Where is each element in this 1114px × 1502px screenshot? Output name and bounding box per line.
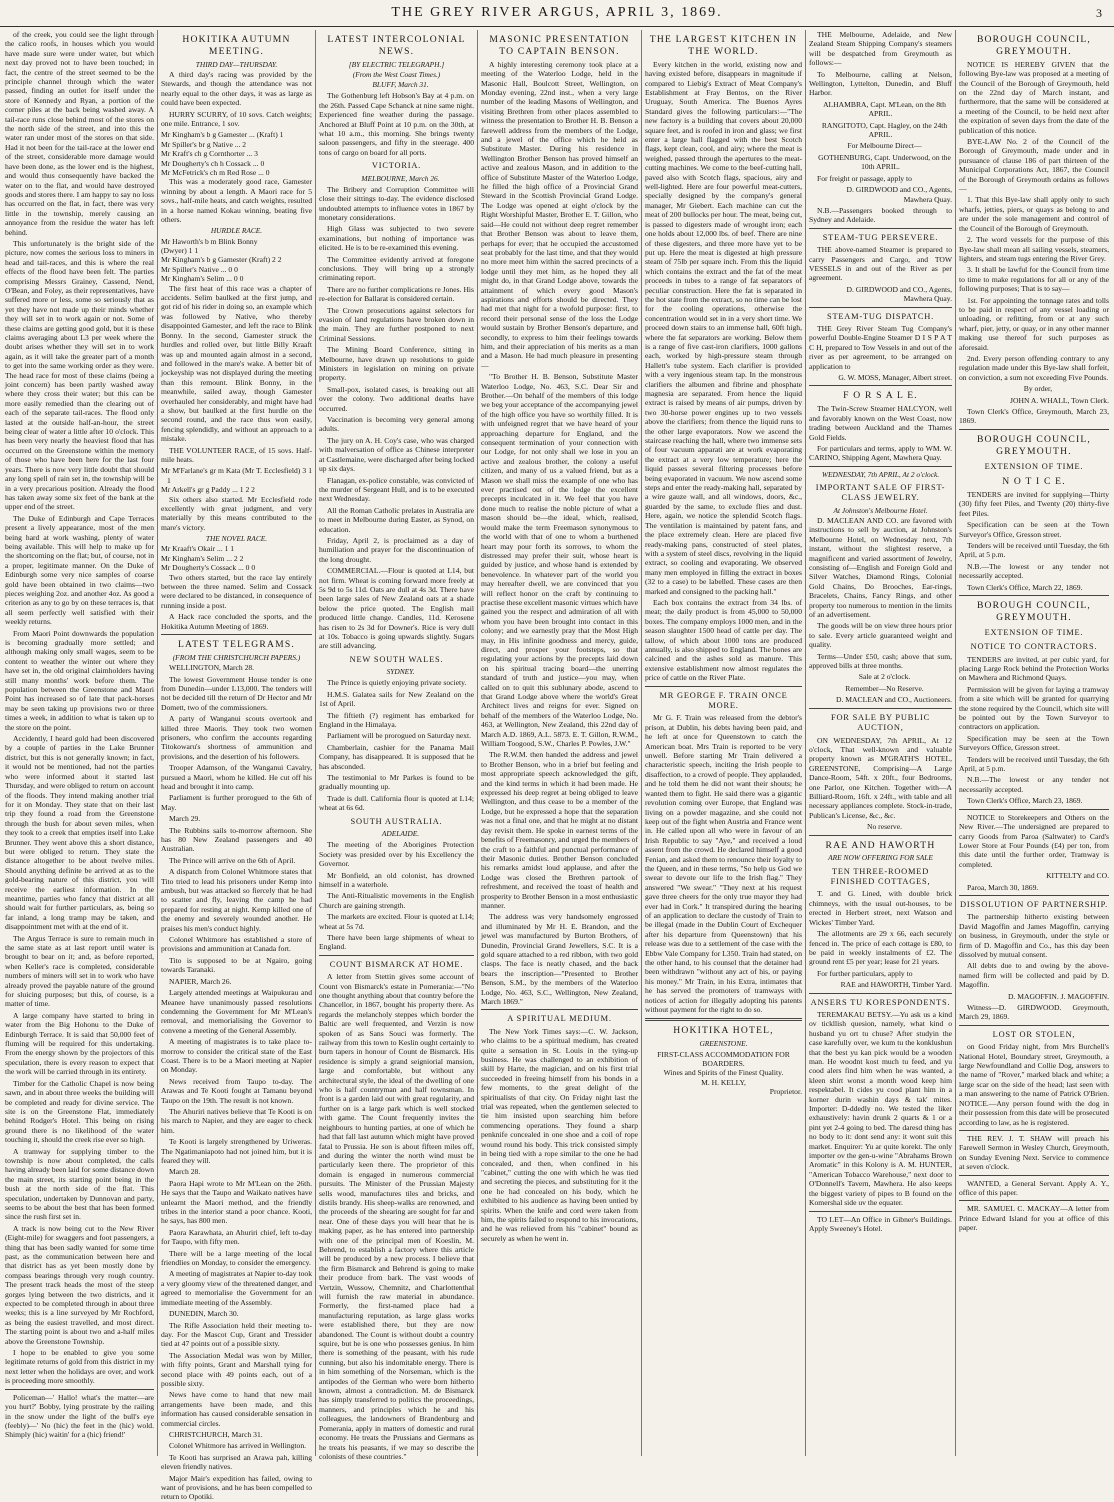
ad-line: GOTHENBURG, Capt. Underwood, on the 10th APRIL. [818, 152, 951, 172]
telegram: Tito is supposed to be at Ngairo, going towards Taranaki. [161, 955, 312, 975]
ad-heading: FOR SALE BY PUBLIC AUCTION, [830, 712, 931, 733]
race-heading: HURRY SCURRY, of 10 sovs. Catch weights; one mile. Entrance, 1 sov. [161, 109, 312, 128]
telegram: March 28. [169, 1167, 201, 1177]
article-paragraph: From Maori Point downwards the population is becoming gradually more settled; and although making only small wages, seem to be content to weather the winter out where they have set in, the old original claimholders having still many months' work before them. The population between the Greenstone and Maori Point has increased so of late that pack-horses may be seen taking up provisions two or three times a week, in addition to what is taken up to the store on the point. [5, 628, 154, 732]
ad-line: Town Clerk's Office, March 23, 1869. [967, 796, 1083, 806]
ad-paragraph: TENDERS are invited, at per cubic yard, for placing Large Rock behind the Protection Works on Mawhera and Richmond Quays. [959, 654, 1109, 683]
article-paragraph: The markets are excited. Flour is quoted at L14; wheat at 5s 7d. [319, 912, 474, 931]
article-paragraph: The Crown prosecutions against selectors for evasion of land regulations have broken down in the main. They are further postponed to next Criminal Sessions. [319, 305, 474, 343]
telegram: Colonel Whitmore has established a store of provisions and ammunition at Canada fort. [161, 935, 312, 954]
telegram: Parliament is further prorogued to the 6th of May. [161, 793, 312, 812]
divider [809, 385, 952, 386]
race-results [161, 237, 312, 284]
article-paragraph: Every kitchen in the world, existing now and having existed before, disappears in magnitude if compared to Liebig's Extract of Meat Company's Establishment at Fray Bentos, on the River Uruguay, South America. The Buenos Ayres Standard gives the following particulars:—"The new factory is a building that covers about 20,000 square feet, and is roofed in iron and glass; we first enter a large hall flagged with the best Scotch flags, kept clean, cool, and airy; where the meat is weighed, passed through the apertures to the meat-cutting machines. We come to the beef-cutting hall, paved also with Scotch flags, spacious, airy and well-lighted. Here are four powerful meat-cutters, specially designed by the company's general manager, Mr Giebert. Each machine can cut the meat of 200 bullocks per hour. The meat, being cut, is passed to digesters made of wrought iron; each one holds about 12,000 lbs. of beef. There are nine of these digesters, and three more have yet to be put up. Here the meat is digested at high pressure steam of 75lb per square inch. From this the liquid which contains the extract and the fat of the meat proceeds in tubes to a range of fat separators of peculiar construction. Here the fat is separated in the hot state from the extract, so no time can be lost for the cooling operations, otherwise the concentration would set in in a very short time. We proceed down stairs to an immense hall, 60ft high, where the fat separators are working. Below them is a range of five cast-iron clarifiers, 1000 gallons each, worked by high-pressure steam through Hallett's tube system. Each clarifier is provided with a very ingenious steam tap. In the monstrous clarifiers the albumen and fibrine and phosphate magnesia are separated. From hence the liquid extract is raised by means of air pumps, driven by two 30-horse power engines up to two vessels above the clarifiers; from thence the liquid runs to the other large evaporators. Now we ascend the staircase reaching the hall, where two immense sets of four vacuum apparati are at work evaporating the extract at a very low temperature; here the liquid passes several filtering processes before being evaporated in vacuum. We now ascend some steps and enter the ready-making hall, separated by a wire gauze wall, and all windows, doors, &c., guarded by the same, to exclude flies and dust. Here, again, we notice the splendid Scotch flags. The ventilation is maintained by patent fans, and the place extremely clean. Here are placed five ready-making pans, constructed of steel plates, with a system of steel discs, revolving in the liquid extract, so cooling and evaporating. We observed many men employed in filling the extract in boxes (32 to a case) to be labelled. These cases are then marked and consigned to the packing hall." [645, 59, 802, 596]
ad-heading: DISSOLUTION OF PARTNERSHIP. [959, 899, 1109, 909]
ad-subheading: At Johnston's Melbourne Hotel. [833, 505, 928, 515]
telegram: Trooper Adamson, of the Wanganui Cavalry, pursued a Maori, whom he killed. He cut off his head and brought it into camp. [161, 763, 312, 791]
article-paragraph: Vaccination is becoming very general among adults. [319, 415, 474, 434]
column-6 [805, 30, 955, 1456]
divider [481, 1009, 638, 1010]
article-paragraph: H.M.S. Galatea sails for New Zealand on the 1st of April. [319, 689, 474, 709]
telegram: The Rifle Association held their meeting to-day. For the Mascot Cup, Grant and Tressider tied at 47 points out of a possible sixty. [161, 1320, 312, 1349]
article-paragraph: Chamberlain, cashier for the Panama Mail Company, has disappeared. It is supposed that he has absconded. [319, 742, 474, 771]
ad-heading: ANSERS TU KORESPONDENTS. [810, 997, 951, 1007]
divider [959, 1200, 1109, 1201]
divider [959, 595, 1109, 596]
article-paragraph: COMMERCIAL.—Flour is quoted at L14, but not firm. Wheat is coming forward more freely at 5s 9d to 5s 11d. Oats are dull at 4s 3d. There have been large sales of New Zealand oats at a shade below the price quoted. The English mail produced little change. Candles, 11d. Kerosene has risen to 2s 3d for Downer's. Rice is very dull at 10s. Tobacco is going upwards slightly. Sugars are still advancing. [319, 566, 474, 651]
divider [809, 835, 952, 836]
section-heading: NEW SOUTH WALES. [349, 654, 444, 664]
ad-subheading: GREENSTONE. [699, 1039, 748, 1049]
dateline: ADELAIDE. [381, 829, 420, 839]
ad-heading: LOST OR STOLEN, [992, 1029, 1076, 1039]
ad-signature: JOHN A. WHALL, Town Clerk. [1010, 395, 1109, 405]
section-heading: LATEST TELEGRAMS. [177, 639, 296, 651]
telegram: A meeting of magistrates is to take place to-morrow to consider the critical state of the East Coast. There is to be a Maori meeting at Napier on Monday. [161, 1037, 312, 1075]
telegram: The Prince will arrive on the 6th of April. [169, 855, 296, 865]
column-5 [641, 30, 805, 1456]
ad-line: No reserve. [867, 822, 902, 832]
ad-paragraph: MR. SAMUEL C. MACKAY—A letter from Prince Edward Island for you at office of this paper. [959, 1204, 1109, 1233]
ad-heading: IMPORTANT SALE OF FIRST-CLASS JEWELRY. [815, 482, 946, 503]
divider [645, 686, 802, 687]
article-paragraph: The Duke of Edinburgh and Cape Terraces present a lively appearance, most of the men being hard at work washing, plenty of water being available. This will help to make up for the shortcoming on the flat; but, of course, not in a proper, legitimate manner. On the Duke of Edinburgh some very nice samples of coarse gold have been obtained in two claims—two pieces weighing 2oz. and another 4oz. As good a criterion as any to go by on these terraces is, that all seem perfectly well satisfied with their weekly returns. [5, 513, 154, 627]
divider [319, 955, 474, 956]
telegram: March 29. [169, 814, 201, 824]
ad-paragraph: NOTICE IS HEREBY GIVEN that the following Bye-law was proposed at a meeting of the Council of the Borough of Greymouth, held on the 22nd day of March instant, and furthermore, that the same will be considered at a meeting of the Council, to be held next after the expiration of seven days from the date of the publication of this notice. [959, 59, 1109, 135]
ad-line: FIRST-CLASS ACCOMMODATION FOR [657, 1049, 790, 1059]
ad-subheading: ARE NOW OFFERING FOR SALE [828, 853, 933, 863]
bylaw-item: 1. That this Bye-law shall apply only to such wharfs, jetties, piers, or quays as belong to and are under the sole management and control of the Council of the Borough of Greymouth. [959, 195, 1109, 233]
article-paragraph: The Prince is quietly enjoying private society. [327, 678, 467, 688]
article-paragraph: Accidently, I heard gold had been discovered by a couple of parties in the Lake Brunner district, but this is not generally known; in fact, it would not be mentioned, had not the parties who were informed about it started last Thursday, and were obliged to return on account of the floods. They intend making another trial for it on Monday. They state that on their last trip they found a road from the Greenstone through the bush for about seven miles, when they took to a creek that empties itself into Lake Brunner. They went above this a short distance, but were obliged to return. They state the distance altogether to be about twelve miles. Should anything definite be arrived at as to the gold-bearing nature of this district, you will receive the earliest information. In the meantime, parties who fancy that district at all should wait for further particulars, as, being so far inland, a long tramp may be taken, and disappointment met with at the end of it. [5, 734, 154, 932]
article-paragraph: High Glass was subjected to two severe examinations, but nothing of importance was elicited. He is to be re-examined this evening. [319, 224, 474, 253]
race-heading: THE VOLUNTEER RACE, of 15 sovs. Half-mile heats. [161, 445, 312, 464]
ad-paragraph: TEREMAKAU BETSY.—Yu ask us a kind ov tickllish quesion, namely, what kind o husband yu ort tu chuse? After studyin the case karefully over, we kum tu the konklushun that the best yu kan pick would be a wooden man. He woodnt kost much tu feed, and yu cood alers find him when he was wanted, a kleen shirt wonst a month wood keep him respektabel. It cides yu cood plant him in a korner durin washin days & tak' mites. Importer: D-ddedly no. We tested the liker exhaustively: havin drunk 2 quarts & 1 or a pint yet 2-4 going to bed. The daresd thing has no body to it: dont send any: it wont suit this market. Enquirer: Yu ar quite korekt. The only importer ov the gen-u-wine "Abrahams Brown Aromatic" in this Kolony is A. M. HUNTER, "American Tobacco Warehouse," next door to O'Donnell's Tavern, Mawhera. He also keeps the biggest variety of pipes to B found on the Komershal side uv the equater. [809, 1009, 952, 1208]
ad-signature: D. MACLEAN and CO., Auctioneers. [835, 695, 952, 705]
ad-paragraph: THE Grey River Steam Tug Company's powerful Double-Engine Steamer D I S P A T C H, prepared to Tow Vessels in and out of the river as per agreement, to be arranged on application to [809, 324, 952, 371]
ad-heading: BOROUGH COUNCIL, GREYMOUTH. [976, 433, 1092, 457]
subheading: [BY ELECTRIC TELEGRAPH.] [348, 59, 445, 69]
result-line: Mr Haworth's b m Blink Bonny [161, 236, 258, 246]
ad-line: Witness—D. GIRDWOOD. Greymouth, March 29, 1869. [959, 1003, 1109, 1022]
telegram: Te Kooti has surprised an Arawa pah, killing eleven friendly natives. [161, 1452, 312, 1472]
ad-paragraph: The Twin-Screw Steamer HALCYON, well and favorably known on the West Coast, now trading between Auckland and the Thames Gold Fields. [809, 404, 952, 442]
article-paragraph: Timber for the Catholic Chapel is now being sawn, and in about three weeks the building will be completed and ready for divine service. The site is on the Greenstone Flat, immediately behind Rodger's Hotel. This being on rising ground there is no likelihood of the water touching it, should the creek rise ever so high. [5, 1078, 154, 1145]
telegram: NAPIER, March 26. [169, 976, 232, 986]
ad-paragraph: For particulars and terms, apply to WM. W. CARINO, Shipping Agent, Mawhera Quay. [809, 443, 952, 463]
article-paragraph: of the creek, you could see the light through the calico roofs, in houses which you would have made sure were under water, but which next day proved not to have been touched; in fact, the centre of the street seemed to be the principle channel through which the water passed, finding an outlet for itself under the store of Kennedy and Ryan, a portion of the corner piles at the back being washed away. A tail-race runs close behind most of the stores on the north side of the street, and into this the water ran under most of the stores on that side. Had it not been for the tail-race at the lower end of the street, considerable more damage would have been done, as the lower end is the highest, and would thus consequently have backed the water on to the flat, and would have destroyed goods and stores there. I am happy to say no loss has occurred on the flat, in fact, there was very little in the township, merely causing an annoyance from the residue the water has left behind. [5, 30, 154, 237]
article-paragraph: Policeman—' Hallo! what's the matter—are you hurt?' Bobby, lying prostrate by the railing in the snow under the light of the bull's eye (feebly)—' No (hic) the feet in the (hic) wold. Shimply (hic) waitin' for a (hic) friend!' [5, 1392, 154, 1440]
ad-line: Paroa, March 30, 1869. [967, 882, 1039, 892]
ad-signature: D. MAGOFFIN. J. MAGOFFIN. [1007, 991, 1109, 1001]
ad-heading: RAE AND HAWORTH [825, 839, 936, 851]
ad-paragraph: THE above-named Steamer is prepared to carry Passengers and Cargo, and TOW VESSELS in and out of the River as per agreement. [809, 245, 952, 283]
column-2 [157, 30, 315, 1502]
masthead [0, 0, 1114, 27]
divider [809, 307, 952, 308]
telegram: The Rubbins sails to-morrow afternoon. She has 80 New Zealand passengers and 40 Australian. [161, 825, 312, 854]
ad-heading: BOROUGH COUNCIL, GREYMOUTH. [976, 599, 1092, 623]
ad-paragraph: Tenders will be received until Tuesday, the 6th April, at 5 p.m. [959, 540, 1109, 560]
hotel-advertisement [645, 1025, 802, 1096]
article-paragraph: The jury on A. H. Coy's case, who was charged with malversation of office as Chinese interpreter at Castlemaine, were discharged after being locked up six days. [319, 435, 474, 474]
ad-signature-role: Proprietor. [769, 1087, 802, 1097]
telegram: News have come to hand that new mail arrangements have been made, and this information has caused considerable sensation in commercial circles. [161, 1390, 312, 1428]
divider [959, 429, 1109, 430]
article-paragraph: A highly interesting ceremony took place at a meeting of the Waterloo Lodge, held in the Masonic Hall, Boulcott Street, Wellington, on Monday evening, 22nd inst., when a very large number of the leading Masons of Wellington, and visiting Brethren from other places assembled to witness the presentation to Brother H. B. Benson a farewell address from the members of the Lodge, and a jewel of the office which he held as Substitute Master. During his residence in Wellington Brother Benson has proved himself an active and zealous Mason, and in addition to the office of Substitute Master of the Waterloo Lodge, he filled the high office of a Provincial Grand Steward in the Scottish Provincial Grand Lodge. The Lodge was opened at eight o'clock by the Right Worshipful Master, Brother E. T. Gillon, who said—He could not without deep regret remember that Brother Benson was about to leave them, perhaps for ever; that he occupied the accustomed seat probably for the last time, and that they would no more meet him within the sacred precincts of a lodge until they met him, as he hoped they all might do, in that Grand Lodge above, towards the attainment of which every good Mason's aspirations and efforts should be directed. They had met that night for a twofold purpose: first, to record their personal sense of the loss the Lodge would sustain by Brother Benson's departure, and secondly, to express to him their feelings towards him, and their appreciation of his merits as a man and a Mason. He had much pleasure in presenting— [481, 59, 638, 370]
telegram: The Ahuriri natives believe that Te Kooti is on his march to Napier, and they are eager to check him. [161, 1106, 312, 1135]
telegram: CHRISTCHURCH, March 31. [169, 1429, 263, 1439]
ad-paragraph: Tenders will be received until Tuesday, the 6th April, at 5 p.m. [959, 754, 1109, 774]
ad-heading: NOTICE TO CONTRACTORS. [970, 642, 1098, 652]
telegram: The Association Medal was won by Miller, with fifty points, Grant and Marshall tying for second place with 49 points each, out of a possible sixty. [161, 1350, 312, 1388]
ad-line: For freight or passage, apply to [817, 173, 912, 183]
section-heading: HOKITIKA AUTUMN MEETING. [182, 34, 291, 57]
ad-line: BOARDERS. [702, 1058, 745, 1068]
ad-heading: EXTENSION OF TIME. [984, 627, 1084, 637]
article-paragraph: Each box contains the extract from 34 lbs. of meat; the daily product is from 45,000 to 50,000 boxes. The company employs 1000 men, and in the season slaughter 1500 head of cattle per day. The tallow, of which about 1000 tons are produced annually, is also shipped to England. The bones are calcined and the ashes sold as manure. This extensive establishment now almost regulates the price of cattle on the River Plate. [645, 597, 802, 683]
ad-paragraph: All debts due to and owing by the above-named firm will be collected and paid by D. Magoffin. [959, 961, 1109, 990]
article-paragraph: The Gothenburg left Hobson's Bay at 4 p.m. on the 26th. Passed Cape Schanck at nine same night. Experienced fine weather during the passage. Anchored at Bluff Point at 10 p.m. on the 30th, at what 10 a.m., this morning. She brings twenty saloon passengers, and fifty in the steerage. 400 tons of cargo on board for all ports. [319, 91, 474, 157]
ad-paragraph: TO LET—An Office in Gibner's Buildings. Apply Sweeney's Hotel. [809, 1214, 952, 1233]
ad-paragraph: WANTED, a General Servant. Apply A. Y., office of this paper. [959, 1178, 1109, 1197]
divider [959, 809, 1109, 810]
ad-line: ALHAMBRA, Capt. M'Lean, on the 8th APRIL. [823, 99, 946, 119]
divider [645, 1018, 802, 1021]
article-paragraph: The Argus Terrace is sure to remain much in the same state as at last report until water is brought to bear on it; and, as before reported, when Keller's race is completed, considerable numbers of miners will set in to work who have already proved the payable nature of the ground for sluicing purposes; but this, of course, is a matter of time. [5, 933, 154, 1009]
article-paragraph: A letter from Stettin gives some account of Count von Bismarck's estate in Pomerania:—"No one thought anything about that country before the Chancellor, in 1867, bought his property there. As regards the melancholy steppes which border the Baltic are well frequented, and Verzin is now spoken of as Sans Souci was formerly. The railway from this town to Keslin ought certainly to burn tapers in honour of Count de Bismarck. His residence is simply a grand seigniorial mansion, large and comfortable, but without any architectural style, the ideal of the dwelling of one who is half countryman and half townsman. In front is a garden laid out with great regularity, and further on is a large park which is well stocked with game. The Count frequently invites the neighbours to hunting parties, at one of which he had that fall last autumn which might have proved fatal to Prussia. He son is about fifteen miles off, and during the winter the north wind must be particularly keen there. The proprietor of this domain is engaged in numerous commercial pursuits. The Minister of the Prussian Majesty sells wood, manufactures tiles and bricks, and distils brandy. His sheep-walks are renowned, and the proceeds of the shearing are sought for far and near. One of these days you will hear that he is making paper, as he has entered into partnership with one of the principal men of Koeslin, M. Behrend, to establish a factory where this article will be produced by a new process. I believe that the firm Bismarck and Behrend is going to make their produce from bark. The vast woods of Vertzin, Wussow, Chemnitz, and Charlottenthal will furnish the raw material in abundance. Formerly, the first-named place had a manufacturing reputation, as large glass works were established there, but they are now abandoned. The Count is without doubt a country squire, but he is one who possesses genius. In him there is something of the peasant, with his rude cunning, but also his indomitable energy. There is in him something of the Norseman, which is the antipodes of the German who were born hitherto known, almost a contradiction. M. de Bismarck has simply transferred to politics the proceedings, manners, and principles which he and his colleagues, the landowners of Brandenburg and Pomerania, apply in matters of domestic and rural economy. He treats the Prussians and Germans as he treats his peasants, if we may so describe the colonists of these countries." [319, 972, 474, 1461]
ad-line: Town Clerk's Office, Greymouth, March 23, 1869. [959, 407, 1109, 426]
result-line: Mr Spiller's br g Native ... 2 [161, 139, 247, 149]
telegram: Major Mair's expedition has failed, owing to want of provisions, and he has been compelled to return to Opotiki. [161, 1473, 312, 1502]
article-paragraph: The Anti-Ritualistic movements in the English Church are gaining strength. [319, 891, 474, 910]
ad-line: Remember—No Reserve. [845, 683, 924, 693]
dateline: MELBOURNE, March 26. [361, 173, 440, 183]
ad-signature: D. GIRDWOOD and CO., Agents, Mawhera Quay. [846, 185, 952, 204]
article-paragraph: The address was very handsomely engrossed and illuminated by Mr H. E. Brandon, and the jewel was manufactured by Burton Brothers, of Dunedin, Provincial Grand Jewellers, S.C. It is a gold square attached to a red ribbon, with two gold clasps. The face is neatly chased, and the back bears the inscription—"Presented to Brother Benson, S.M., by the members of the Waterloo Lodge, No. 463, S.C., Wellington, New Zealand, March 1869." [481, 912, 638, 1006]
column-3 [315, 30, 477, 1461]
telegram: Colonel Whitmore has arrived in Wellington. [169, 1441, 307, 1451]
ad-heading: HOKITIKA HOTEL, [673, 1025, 774, 1037]
section-heading: COUNT BISMARCK AT HOME. [329, 959, 464, 969]
subheading: (FROM THE CHRISTCHURCH PAPERS.) [172, 652, 301, 662]
telegram: There will be a large meeting of the local friendlies on Monday, to consider the emergency. [161, 1248, 312, 1268]
ad-paragraph: For further particulars, apply to [817, 968, 913, 978]
result-line: Mr Kraft's ch g Cornthorter ... 3 [161, 149, 258, 159]
result-line: Mr Kingham's b g Gamester ... (Kraft) 1 [161, 130, 284, 140]
ad-paragraph: D. MACLEAN AND CO. are favored with instructions to sell by auction, at Johnston's Melbourne Hotel, on Wednesday next, 7th instant, without the slightest reserve, a magnificent and varied assortment of Jewelry, consisting of—English and Foreign Gold and Silver Watches, Diamond Rings, Colonial Gold Chains, Do Brooches, Ear-rings, Bracelets, Chains, Fancy Rings, and other property too numerous to mention in the limits of an advertisement. [809, 515, 952, 620]
result-line: Mr Kraaft's Okair ... 1 1 [161, 544, 235, 554]
article-paragraph: There have been large shipments of wheat to England. [319, 932, 474, 952]
ad-line: Wines and Spirits of the Finest Quality. [663, 1068, 784, 1078]
telegram: A meeting of magistrates at Napier to-day took a very gloomy view of the threatened danger, and agreed to memorialise the Government for an immediate meeting of the Assembly. [161, 1269, 312, 1307]
divider [959, 1130, 1109, 1131]
article-paragraph: All the Roman Catholic prelates in Australia are to meet in Melbourne during Easter, as Synod, on education. [319, 505, 474, 534]
telegram: DUNEDIN, March 30. [169, 1309, 239, 1319]
ad-subheading: WEDNESDAY, 7th APRIL, At 2 o'clock. [821, 469, 940, 479]
race-results [161, 544, 312, 572]
ad-paragraph: Specification can be seen at the Town Surveyor's Office, Gresson street. [959, 520, 1109, 539]
article-paragraph: A track is now being cut to the New River (Eight-mile) for swaggers and foot passengers, a thing that has been sadly wanted for some time past, as the communication between here and that district has as yet been mostly done by compass bearings through very rough country. The present track heads the most of the steep gorges lying between the two districts, and it expected to be completed through in about three weeks; this is a line surveyed by Mr Rochford, as being the easiest travelled, and most direct. The starting point is about two and a-half miles above the Greenstone Township. [5, 1223, 154, 1346]
ad-line: Sale at 2 o'clock. [858, 672, 911, 682]
ad-paragraph: on Good Friday night, from Mrs Burchell's National Hotel, Boundary street, Greymouth, a large Newfoundland and Collie Dog, answers to the name of "Rover," marked black and white; a large scar on the side of the head; last seen with a man answering to the name of Patrick O'Brien. NOTICE.—Any person found with the dog in their possession from this date will be prosecuted according to law, as he is registered. [959, 1042, 1109, 1127]
article-paragraph: The New York Times says:—C. W. Jackson, who claims to be a spiritual medium, has created quite a sensation in St. Louis in the tying-up business. He was challenged to an exhibition of skill by Harte, the magician, and on his first trial succeeded in freeing himself from his bonds in a few moments, to the great delight of the spiritualists of that city. On Friday night last the trial was repeated, when the gentlemen selected to tie him insisted upon searching him before commencing operations. They found a sharp penknife concealed in one shoe and a coil of rope wound round his body. This trick consisted simply in being tied with a rope similar to the one he had concealed, and then, when confined in his "cabinet," cutting the one with which he was tied and secreting the pieces, and substituting for it the one he had concealed on his body, which he exhibited to his audience as having been untied by spirits. When the knife and cord were taken from him, the spirits failed to respond to his invocations, and he was relieved from his "cabinet" bound as securely as when he went in. [481, 1026, 638, 1243]
result-line: Mr Kingham's Selim ... 0 0 [161, 274, 244, 284]
article-paragraph: There are no further complications re Jones. His re-election for Ballarat is considered certain. [319, 284, 474, 304]
subheading: THIRD DAY—THURSDAY. [195, 59, 278, 69]
article-paragraph: A large company have started to bring in water from the Big Hohonu to the Duke of Edinburgh Terrace. It is said that 50,000 feet of fluming will be required for this undertaking. From the energy shown by the projectors of this speculation, there is every reason to expect that the work will be carried through in its entirety. [5, 1010, 154, 1077]
telegram: The lowest Government House tender is one from Dunedin—under L13,000. The tenders will not be decided till the return of Dr Hector and Mr Domett, two of the commissioners. [161, 674, 312, 712]
article-paragraph: The testimonial to Mr Parkes is found to be gradually mounting up. [319, 773, 474, 792]
section-heading: SOUTH AUSTRALIA. [350, 816, 443, 826]
ad-heading: BOROUGH COUNCIL, GREYMOUTH. [976, 34, 1092, 57]
page-number: 3 [1096, 6, 1102, 20]
bylaw-item: 2. The word vessels for the purpose of this Bye-law shall mean all sailing vessels, steamers, lighters, and steam tugs entering the River Grey. [959, 235, 1109, 263]
article-paragraph: This unfortunately is the bright side of the picture, now comes the serious loss to miners in head and tail-races, and this is where the real effects of the flood have been felt. The parties comprising Messrs Grainey, Cassend, Nend, O'Bean, and Foley, as their representatives, have suffered more or less, some so seriously that as yet they have not made up their minds whether they will set in to work again or not. Some of these claims are getting good gold, but it is these claims averaging about L3 per week where the doubt arises whether they will set in to work again, as it will take the greater part of a month to get into the same working order as they were. The head race for most of these claims (being a joint concern) has been partly washed away where they cross their water; but this can be more easily remedied than the clearing out of each of the separate tail-races. The flood only lasted at the outside half-an-hour, the street being clear of water a little after 10 o'clock. This has been very nearly the heaviest flood that has occurred on the Greenstone within the memory of those who have been here for the last four years. There is now very little doubt that should any long spell of rain set in, the township will be in a very precarious position. Already the flood has taken away some six feet of the bank at the upper end of the street. [5, 238, 154, 512]
article-paragraph: A Hack race concluded the sports, and the Hokitika Autumn Meeting of 1869. [161, 612, 312, 631]
article-paragraph: Mr G. F. Train was released from the debtor's prison, at Dublin, his debts having been paid, and he left at once for Queenstown to catch the American boat. Mrs Train is reported to be very unwell. Before starting Mr Train delivered a characteristic speech, inciting the Irish people to disaffection, to a crowd of people. They applauded, and he told them he did not want their shouts; he wanted them to fight. He said there was a gigantic revolution coming over Europe, that England was living on a powder magazine, and she could not keep out of the fight when Austria and France went in. He called upon all who were in favour of an Irish Republic to say "Aye," and received a loud assent from the crowd. He declared himself a good Fenian, and asked them to renounce their loyalty to the Queen, and in these terms, "So help us God we swear to devote our life to the Irish flag." They answered "We swear." "They next at his request gave three cheers for the only true mayor they had ever had in Cork." It transpired during the hearing of an application to declare the custody of Train to be illegal (made in the Dublin Court of Exchequer after his departure from Queenstown) that his release was due to a settlement of the case with the Ebbw Vale Company for L350. Train had stated, on the other hand, to his counsel that the detainer had been withdrawn "without any act of his, or paying his money." Mr Train, in his Extra, intimates that he has served the promoters of tramways with notices of action for illegally adopting his patents without payment for the right to do so. [645, 713, 802, 1015]
ad-line: Town Clerk's Office, March 22, 1869. [967, 582, 1083, 592]
ad-paragraph: BYE-LAW No. 2 of the Council of the Borough of Greymouth, made under and in pursuance of clause 186 of part thirteen of the Municipal Corporations Act, 1867, the Council of the Borough of Greymouth ordains as follows— [959, 137, 1109, 194]
race-heading: THE NOVEL RACE. [205, 534, 268, 544]
ad-signature: RAE and HAWORTH, Timber Yard. [840, 980, 952, 990]
article-paragraph: The R.W.M. then handed the address and jewel to Brother Benson, who in a brief but feeling and most appropriate speech acknowledged the gift, and the kind terms in which it had been made. He expressed his deep regret at being obliged to leave Wellington, and thus cease to be a member of the Lodge, but he expressed a hope that the separation was not a final one, and that he might at no distant day revisit them. He spoke in earnest terms of the benefits of Freemasonry, and urged the members of the craft to a faithful and punctual performance of their Masonic duties. Brother Benson concluded his remarks amidst loud applause, and after the Lodge was closed the Brethren partook of refreshment, and received the toast of health and prosperity to Brother Benson in a most enthusiastic manner. [481, 750, 638, 910]
ad-signature: G. W. MOSS, Manager, Albert street. [838, 373, 952, 383]
result-line: Mr McFetrick's ch m Red Rose ... 0 [161, 168, 270, 178]
telegram: A party of Wanganui scouts overtook and killed three Maoris. They took two women prisoners, who confirm the accounts regarding Titokowaru's shortness of ammunition and provisions, and the desertion of his followers. [161, 714, 312, 761]
ad-signature: D. GIRDWOOD and CO., Agents, Mawhera Quay. [846, 284, 952, 304]
article-paragraph: Six others also started. Mr Ecclesfield rode excellently with great judgment, and very materially by this means contributed to the mare's victory. [161, 494, 312, 532]
divider [809, 1211, 952, 1212]
ad-line: By order, [1023, 384, 1053, 394]
article-paragraph: Small-pox, isolated cases, is breaking out all over the colony. Two additional deaths have occurred. [319, 384, 474, 413]
ad-paragraph: Terms—Under £50, cash; above that sum, approved bills at three months. [809, 651, 952, 671]
ad-line: RANGITOTO, Capt. Hagley, on the 24th APRIL. [821, 120, 948, 140]
dateline: BLUFF, March 31. [372, 80, 429, 90]
section-heading: MR GEORGE F. TRAIN ONCE MORE. [659, 690, 788, 711]
telegram: A dispatch from Colonel Whitmore states that Tito tried to lead his prisoners under Kemp into ambush, but was attacked so fiercely that he had to scatter and fly, leaving the camp he had prepared for resting at night. Kemp killed one of the enemy and severely wounded another. He praises his men's conduct highly. [161, 867, 312, 933]
divider [809, 466, 952, 467]
ad-heading: TEN THREE-ROOMED FINISHED COTTAGES, [830, 866, 931, 887]
divider [959, 895, 1109, 896]
dateline: SYDNEY. [386, 667, 415, 677]
article-paragraph: Friday, April 2, is proclaimed as a day of humiliation and prayer for the discontinuation of the long drought. [319, 535, 474, 564]
ad-paragraph: N.B.—The lowest or any tender not necessarily accepted. [959, 561, 1109, 581]
ad-paragraph: NOTICE to Storekeepers and Others on the New River.—The undersigned are prepared to carry Goods from Paroa (Saltwater) to Card's Lower Store at Four Pounds (£4) per ton, from this date until the further order, Tramway is completed. [959, 812, 1109, 869]
article-paragraph: The Bribery and Corruption Committee will close their sittings to-day. The evidence disclosed undoubted attempts to influence votes in 1867 by monetary considerations. [319, 184, 474, 222]
column-7 [955, 30, 1112, 1456]
result-line: (Dwyer) 1 1 [161, 246, 199, 256]
ad-paragraph: THE Melbourne, Adelaide, and New Zealand Steam Shipping Company's steamers will be despatched from Greymouth as follows:— [809, 30, 952, 68]
bylaw-item: 1st. For appointing the tonnage rates and tolls to be paid in respect of any vessel loading or unloading, or refitting, from or at any such wharf, pier, jetty, or quay, or in any other manner making use thereof for such purposes as aforesaid. [959, 295, 1109, 352]
ad-paragraph: ON WEDNESDAY, 7th APRIL, At 12 o'clock, That well-known and valuable property known as M'GRATH'S HOTEL, GREENSTONE, Comprising—A Large Dance-Room, 54ft. x 20ft., four Bedrooms, one Parlor, one Kitchen. Together with—A Billiard-Room, 16ft. x 24ft., with table and all necessary appliances complete. Stock-in-trade, Publican's License, &c., &c. [809, 735, 952, 820]
bylaw-item: 3. It shall be lawful for the Council from time to time to make regulations for all or any of the following purposes; That is to say— [959, 265, 1109, 294]
result-line: Mr Dougherty's Cossack ... 0 0 [161, 563, 256, 573]
telegram: Te Kooti is largely strengthened by Uriweras. The Ngatimaniapoto had not joined him, but it is feared they will. [161, 1137, 312, 1166]
ad-heading: EXTENSION OF TIME. [984, 461, 1084, 471]
article-paragraph: The Committee evidently arrived at foregone conclusions. They will bring up a strongly criminating report. [319, 254, 474, 283]
article-paragraph: The meeting of the Aborigines Protection Society was presided over by his Excellency the Governor. [319, 840, 474, 869]
divider [959, 1175, 1109, 1176]
article-paragraph: The fiftieth (?) regiment has embarked for England in the Himalaya. [319, 710, 474, 730]
race-results [161, 466, 312, 494]
article-paragraph: Two others started, but the race lay entirely between the three named. Selim and Cossack were declared to be distanced, in consequence of running inside a post. [161, 572, 312, 610]
divider [161, 634, 312, 635]
column-1 [2, 30, 157, 1456]
result-line: Mr Arkell's gr g Paddy ... 1 2 2 [161, 485, 255, 495]
ad-paragraph: T. and G. Lined, with double brick chimneys, with the usual out-houses, to be erected in Herbert street, next Watson and Wickes' Timber Yard. [809, 889, 952, 927]
telegram: Paora Karawhata, an Ahuriri chief, left to-day for Taupo, with fifty men. [161, 1227, 312, 1247]
race-heading: HURDLE RACE. [210, 226, 263, 236]
telegram: Paora Hapi wrote to Mr M'Lean on the 26th. He says that the Taupo and Waikato natives have unlearnt the Maori method, and the friendly tribes in the interior stand a poor chance. Kooti, he says, has 800 men. [161, 1178, 312, 1226]
masthead-title: THE GREY RIVER ARGUS, APRIL 3, 1869. [391, 5, 723, 20]
ad-paragraph: The allotments are 29 x 66, each securely fenced in. The price of each cottage is £80, to be paid in weekly instalments of £2. The ground rent £5 per year; lease for 21 years. [809, 929, 952, 967]
ad-paragraph: The goods will be on view three hours prior to sale. Every article guaranteed weight and quality. [809, 621, 952, 650]
ad-paragraph: The partnership hitherto existing between David Magoffin and James Magoffin, carrying on business, in Greymouth, under the style or firm of D. Magoffin and Co., has this day been dissolved by mutual consent. [959, 912, 1109, 959]
article-paragraph: Parliament will be prorogued on Saturday next. [327, 731, 472, 741]
article-paragraph: Trade is dull. California flour is quoted at L14; wheat at 6s 6d. [319, 793, 474, 813]
race-results [161, 130, 312, 177]
section-heading: THE LARGEST KITCHEN IN THE WORLD. [649, 34, 798, 57]
ad-heading: STEAM-TUG PERSEVERE. [822, 232, 939, 242]
result-line: Mr M'Farlane's gr m Kata (Mr T. Ecclesfield) 3 1 1 [161, 466, 312, 485]
article-paragraph: A third day's racing was provided by the Stewards, and though the attendance was not nearly equal to the other days, it was as large as could have been expected. [161, 69, 312, 108]
article-paragraph: Flanagan, ex-police constable, was convicted of the murder of Sergeant Hull, and is to be executed next Wednesday. [319, 475, 474, 504]
result-line: Mr Dougherty's ch h Cossack ... 0 [161, 158, 265, 168]
telegram: WELLINGTON, March 28. [169, 663, 255, 673]
section-heading: VICTORIA. [371, 161, 422, 171]
ad-line: For Melbourne Direct— [847, 141, 922, 151]
subheading: (From the West Coast Times.) [352, 69, 441, 79]
article-paragraph: I hope to be enabled to give you some legitimate returns of gold from this district in my next letter when the holidays are over, and work is proceeding more smoothly. [5, 1348, 154, 1386]
article-paragraph: The Mining Board Conference, sitting in Melbourne, have drawn up resolutions to guide Ministers in legislation on mining on private property. [319, 345, 474, 383]
ad-signature: M. H. KELLY, [701, 1077, 746, 1087]
divider [809, 708, 952, 709]
article-paragraph: A tramway for supplying timber to the township is now about completed, the calls having already been laid for some distance down the main street, its starting point being in the bush at the north side of the flat. This speculation, undertaken by Dunnovan and party, seems to be about the best that has been formed since the rush first set in. [5, 1146, 154, 1222]
ad-line: N.B.—Passengers booked through to Sydney and Adelaide. [809, 205, 952, 225]
telegram: News received from Taupo to-day. The Arawas and Te Kooti fought at Tamanu beyond Taupo on the 19th. The result is not known. [161, 1076, 312, 1105]
bylaw-item: 2nd. Every person offending contrary to any regulation made under this Bye-law shall forfeit, on conviction, a sum not exceeding Five Pounds. [959, 353, 1109, 382]
ad-paragraph: Permission will be given for laying a tramway from a site which will be granted for quarrying the stone required by the Council, which site will be pointed out by the Town Surveyor to contractors on application. [959, 684, 1109, 732]
section-heading: LATEST INTERCOLONIAL NEWS. [327, 34, 466, 57]
ad-heading: N O T I C E. [1002, 476, 1066, 488]
article-paragraph: The first heat of this race was a chapter of accidents. Selim baulked at the first jump, and got rid of his rider in doing so, an example which was followed by Native, who thereby disappointed Gamester, and left the race to Blink Bonny. In the second, Gamester struck the hurdles and rolled over, but little Billy Kraaft was up and mounted again almost in a second, and followed in the mare's wake. A better bit of jockeyship was not displayed during the meeting than this remount. Blink Bonny, in the meanwhile, sailed away, though Gamester overhauled her considerably, and might have had a show, but baulked at the first hurdle on the second round, and the race thus won easily, fencing splendidly, and without an approach to a mistake. [161, 283, 312, 444]
article-paragraph: "To Brother H. B. Benson, Substitute Master Waterloo Lodge, No. 463, S.C. Dear Sir and Brother.—On behalf of the members of this lodge we beg your acceptance of the accompanying jewel of the high office you have so worthily filled. It is with unfeigned regret that we have heard of your approaching departure for England, and the consequent termination of your connection with our Lodge, for not only shall we lose in you an active and zealous brother, the colony a useful citizen, and many of us a valued friend, but as a Mason we shall miss the example of one who has ever practised out of the lodge the excellent precepts inculcated in it. We feel that you have done much to realise the noble picture of what a mason should be—the ideal, which, realised, would make the term Freemason synonymous to the world with that of one to whom a burthened heart may pour forth its sorrows, to whom the distressed may prefer their suit, whose heart is guided by justice, and whose hand is extended by benevolence. In whatever part of the world you may hereafter dwell, we are convinced that you will reflect honor on the craft by continuing to practise these excellent masonic virtues which have gained you the respect and admiration of all with whom you have been brought into contact in this colony; and we earnestly pray that the Most High may, in His infinite goodness and mercy, guide, direct, and prosper your footsteps, so that regulating your actions by the precepts laid down on his spiritual tracing board—the unerring standard of truth and justice—you may, when called on to quit this sublunary abode, ascend to that Grand Lodge above where the world's Great Architect lives and reigns for ever. Signed on behalf of the members of the Waterloo Lodge, No. 463, at Wellington, New Zealand, this 22nd day of March A.D. 1869, A.L. 5873. E. T. Gillon, R.W.M., William Toogood, S.W., Charles P. Powles, J.W." [481, 372, 638, 749]
telegram: Largely attended meetings at Waipukurau and Meanee have unanimously passed resolutions condemning the Government for Mr M'Lean's removal, and memorialising the Governor to convene a meeting of the General Assembly. [161, 988, 312, 1035]
divider [959, 1025, 1109, 1026]
ad-paragraph: Specification may be seen at the Town Surveyors Office, Gresson street. [959, 733, 1109, 753]
ad-signature: KITTELTY and CO. [1046, 871, 1109, 881]
ad-paragraph: To Melbourne, calling at Nelson, Wellington, Lyttelton, Dunedin, and Bluff Harbor. [809, 69, 952, 98]
ad-heading: STEAM-TUG DISPATCH. [826, 311, 935, 321]
divider [809, 228, 952, 229]
article-paragraph: This was a moderately good race, Gamester winning by about a length. A Maori race for 5 sovs., half-mile heats, and catch weights, resulted in a horse named Kokau winning, beating five others. [161, 177, 312, 225]
divider [5, 1389, 154, 1390]
ad-paragraph: TENDERS are invited for supplying—Thirty (30) fifty feet Piles, and Twenty (20) thirty-five feet Piles. [959, 489, 1109, 518]
column-4 [477, 30, 641, 1456]
ad-paragraph: THE REV. J. T. SHAW will preach his Farewell Sermon in Wesley Church, Greymouth, on Sunday Evening Next. Service to commence at seven o'clock. [959, 1133, 1109, 1172]
result-line: Mr Kingham's Selim ... 2 2 [161, 553, 244, 563]
ad-paragraph: N.B.—The lowest or any tender not necessarily accepted. [959, 775, 1109, 794]
result-line: Mr Spiller's Native ... 0 0 [161, 264, 238, 274]
section-heading: A SPIRITUAL MEDIUM. [507, 1014, 612, 1024]
divider [809, 993, 952, 994]
section-heading: MASONIC PRESENTATION TO CAPTAIN BENSON. [489, 34, 630, 57]
result-line: Mr Kingham's b g Gamester (Kraft) 2 2 [161, 255, 282, 265]
ad-heading: F O R S A L E. [843, 390, 918, 402]
article-paragraph: Mr Bonfield, an old colonist, has drowned himself in a waterhole. [319, 870, 474, 889]
